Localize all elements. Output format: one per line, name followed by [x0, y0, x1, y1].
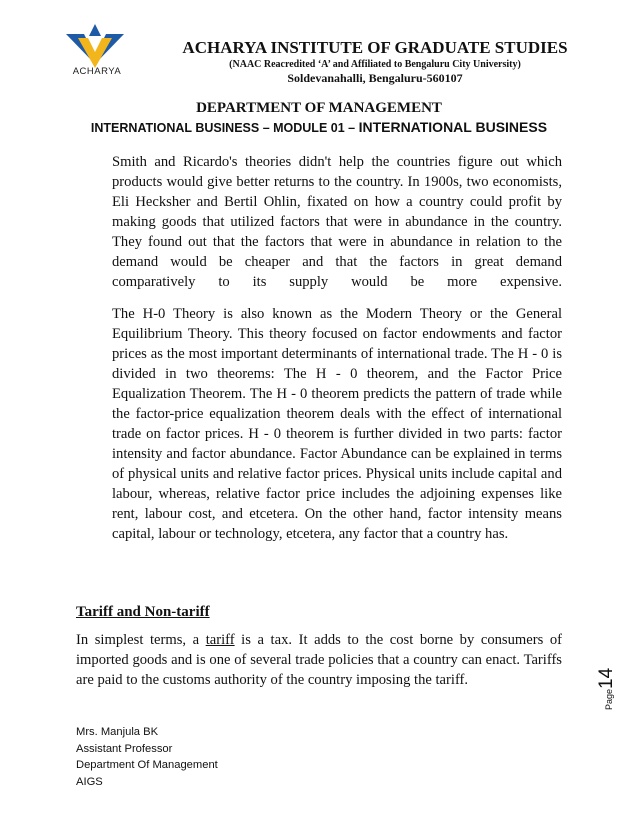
tariff-text-end: is a tax. It adds to the cost borne by consumers of imported goods and is one of several trade policies that a country can enact. Tariffs are paid to the customs authority of the country imposing the tariff.: [76, 632, 563, 688]
tariff-link[interactable]: tariff: [205, 632, 235, 648]
department-title: DEPARTMENT OF MANAGEMENT: [196, 100, 442, 116]
institute-name: ACHARYA INSTITUTE OF GRADUATE STUDIES: [182, 38, 568, 57]
logo-center-peak: [89, 24, 101, 36]
module-name: INTERNATIONAL BUSINESS: [358, 119, 548, 135]
module-prefix: INTERNATIONAL BUSINESS – MODULE 01 –: [90, 121, 359, 135]
author-department: Department Of Management: [76, 759, 218, 771]
paragraph-hecksher-ohlin: Smith and Ricardo's theories didn't help the countries figure out which products would give better returns to the country. In 1900s, two economists, Eli Hecksher and Bertil Ohlin, fixated on how a country could profit by making goods that utilized factors that were in abundance in the country. They found out that the factors that were in abundance in relation to the demand would be cheaper and that the factors in great demand comparatively to its supply would be more expensive.: [112, 154, 562, 290]
page-number-value: 14: [596, 667, 617, 689]
page-label: Page: [604, 688, 614, 710]
logo-gold-v: [78, 38, 112, 68]
author-institution: AIGS: [76, 775, 103, 788]
paragraph-tariff: [76, 630, 562, 690]
paragraph-ho-theory: The H-0 Theory is also known as the Modern Theory or the General Equilibrium Theory. This theory focused on factor endowments and factor prices as the most important determinants of international trade. The H - 0 is divided in two theorems: The H - 0 theorem, and the Factor Price Equalization Theorem. The H - 0 theorem predicts the pattern of trade while the factor-price equalization theorem deals with the effect of international trade on factor prices. H - 0 theorem is further divided in two parts: factor intensity and factor abundance. Factor Abundance can be explained in terms of physical units and relative factor prices. Physical units include capital and labour, whereas, relative factor price includes the adjoining expenses like rent, labour cost, and etcetera. On the other hand, factor intensity means capital, labour or technology, etcetera, any factor that a country has.: [112, 306, 562, 542]
logo-wordmark: ACHARYA: [72, 66, 122, 77]
institute-address: Soldevanahalli, Bengaluru-560107: [287, 71, 463, 85]
author-designation: Assistant Professor: [76, 742, 173, 755]
institute-accreditation: (NAAC Reacredited ‘A’ and Affiliated to Bengaluru City University): [229, 59, 521, 70]
module-title: [0, 119, 638, 135]
author-name: Mrs. Manjula BK: [76, 726, 159, 738]
author-footer: [76, 724, 218, 790]
section-heading-tariff: Tariff and Non-tariff: [76, 604, 210, 620]
tariff-text-start: In simplest terms, a: [76, 632, 206, 648]
